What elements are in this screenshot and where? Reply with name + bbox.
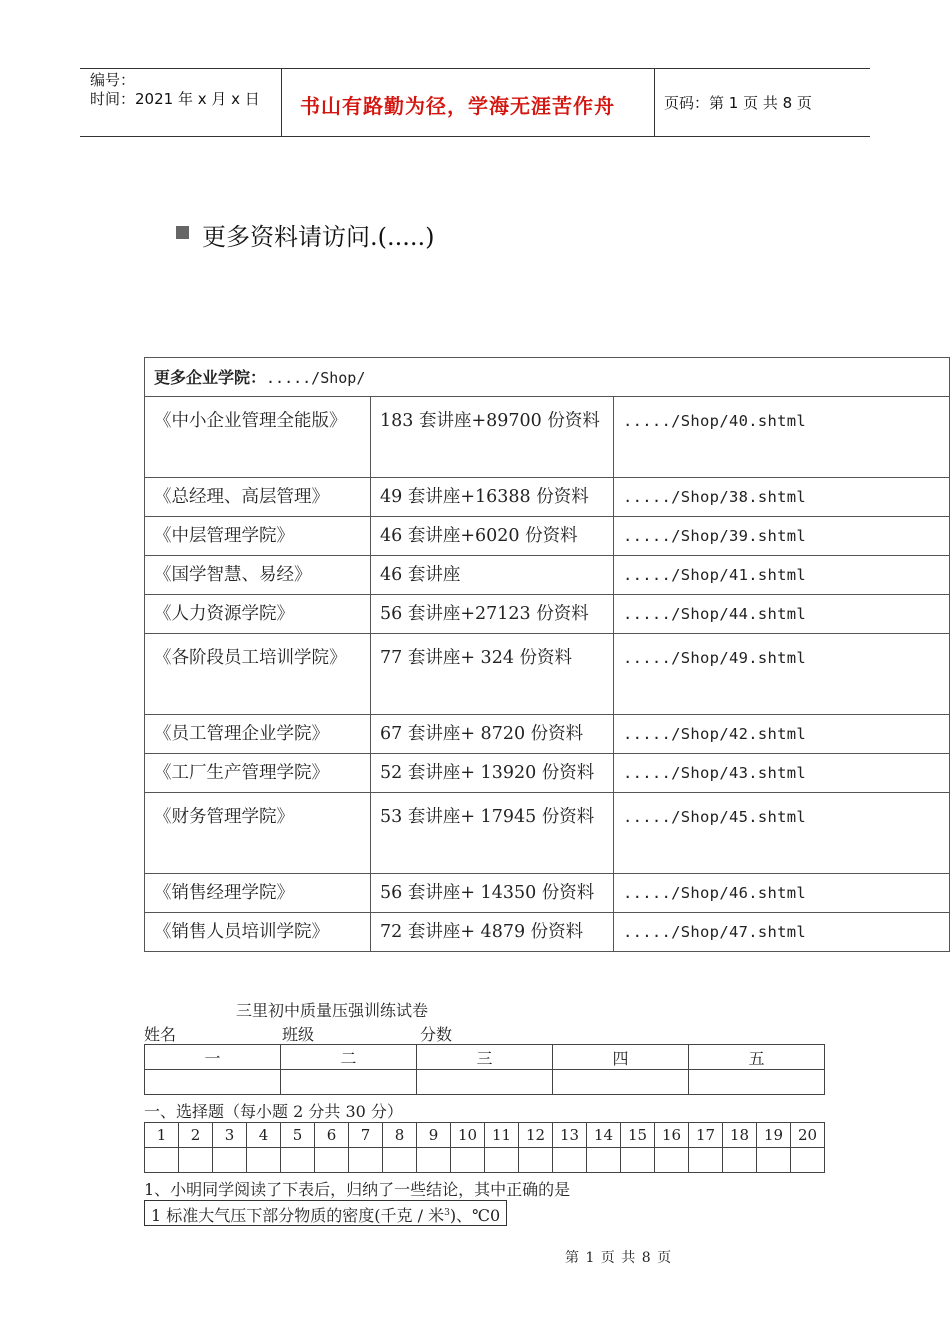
table-row (145, 595, 950, 634)
page-footer: 第 1 页 共 8 页 (565, 1250, 673, 1266)
course-url[interactable]: ...../Shop/42.shtml (614, 715, 950, 754)
course-content: 52 套讲座+ 13920 份资料 (371, 754, 614, 793)
course-name: 《销售人员培训学院》 (145, 913, 371, 952)
answer-cell[interactable] (689, 1148, 723, 1173)
course-url[interactable]: ...../Shop/43.shtml (614, 754, 950, 793)
course-content: 46 套讲座 (371, 556, 614, 595)
question-number: 17 (689, 1123, 723, 1148)
course-table-heading-row (145, 358, 950, 397)
table-row (145, 1123, 825, 1148)
section-score-table (144, 1044, 825, 1095)
header-bottom-border (80, 136, 870, 137)
section-header: 三 (417, 1045, 553, 1070)
answer-cell[interactable] (179, 1148, 213, 1173)
table-row (145, 517, 950, 556)
answer-cell[interactable] (451, 1148, 485, 1173)
question-number: 13 (553, 1123, 587, 1148)
answer-cell[interactable] (145, 1148, 179, 1173)
course-content: 72 套讲座+ 4879 份资料 (371, 913, 614, 952)
question-number: 1 (145, 1123, 179, 1148)
table-row (145, 913, 950, 952)
score-cell[interactable] (553, 1070, 689, 1095)
section-header: 五 (689, 1045, 825, 1070)
class-field[interactable] (314, 1027, 420, 1045)
course-name: 《工厂生产管理学院》 (145, 754, 371, 793)
course-content: 67 套讲座+ 8720 份资料 (371, 715, 614, 754)
answer-cell[interactable] (349, 1148, 383, 1173)
question-number: 14 (587, 1123, 621, 1148)
score-cell[interactable] (689, 1070, 825, 1095)
header-top-border (80, 68, 870, 69)
course-name: 《员工管理企业学院》 (145, 715, 371, 754)
question-number: 16 (655, 1123, 689, 1148)
answer-cell[interactable] (757, 1148, 791, 1173)
course-name: 《总经理、高层管理》 (145, 478, 371, 517)
course-url[interactable]: ...../Shop/46.shtml (614, 874, 950, 913)
question-number: 3 (213, 1123, 247, 1148)
table-row (145, 634, 950, 715)
course-content: 53 套讲座+ 17945 份资料 (371, 793, 614, 874)
question-number: 12 (519, 1123, 553, 1148)
answer-cell[interactable] (281, 1148, 315, 1173)
header-divider-right (654, 68, 655, 137)
section-header: 四 (553, 1045, 689, 1070)
question-number: 18 (723, 1123, 757, 1148)
answer-table (144, 1122, 825, 1173)
section-header: 一 (145, 1045, 281, 1070)
answer-cell[interactable] (417, 1148, 451, 1173)
header-motto: 书山有路勤为径，学海无涯苦作舟 (300, 94, 615, 118)
question-number: 15 (621, 1123, 655, 1148)
name-label: 姓名 (144, 1025, 177, 1044)
heading-url: ...../Shop/ (266, 369, 366, 387)
table-row (145, 397, 950, 478)
course-name: 《中层管理学院》 (145, 517, 371, 556)
table-row (145, 1045, 825, 1070)
course-name: 《中小企业管理全能版》 (145, 397, 371, 478)
student-info-row (144, 1022, 568, 1045)
section-header: 二 (281, 1045, 417, 1070)
course-url[interactable]: ...../Shop/40.shtml (614, 397, 950, 478)
question-number: 7 (349, 1123, 383, 1148)
question-number: 8 (383, 1123, 417, 1148)
table-row (145, 874, 950, 913)
score-cell[interactable] (417, 1070, 553, 1095)
table-row (145, 715, 950, 754)
header-date-label: 时间：2021 年 x 月 x 日 (90, 90, 260, 108)
intro-more-info-text: 更多资料请访问.(.....) (202, 223, 435, 251)
course-content: 46 套讲座+6020 份资料 (371, 517, 614, 556)
question-number: 5 (281, 1123, 315, 1148)
question-number: 19 (757, 1123, 791, 1148)
table-row (145, 754, 950, 793)
header-serial-label: 编号： (90, 71, 136, 89)
question-number: 6 (315, 1123, 349, 1148)
answer-cell[interactable] (213, 1148, 247, 1173)
answer-cell[interactable] (485, 1148, 519, 1173)
course-name: 《各阶段员工培训学院》 (145, 634, 371, 715)
course-content: 183 套讲座+89700 份资料 (371, 397, 614, 478)
density-superscript: 3 (444, 1208, 450, 1218)
course-url[interactable]: ...../Shop/39.shtml (614, 517, 950, 556)
question-1-text: 1、小明同学阅读了下表后，归纳了一些结论，其中正确的是 (144, 1180, 571, 1199)
course-content: 56 套讲座+ 14350 份资料 (371, 874, 614, 913)
choice-section-title: 一、选择题（每小题 2 分共 30 分） (144, 1102, 403, 1121)
answer-cell[interactable] (383, 1148, 417, 1173)
score-cell[interactable] (145, 1070, 281, 1095)
course-url[interactable]: ...../Shop/41.shtml (614, 556, 950, 595)
header-page-info: 页码：第 1 页 共 8 页 (664, 94, 812, 112)
density-label: 1 标准大气压下部分物质的密度(千克 / 米 (151, 1206, 445, 1225)
course-content: 56 套讲座+27123 份资料 (371, 595, 614, 634)
heading-label: 更多企业学院： (154, 368, 267, 387)
question-number: 9 (417, 1123, 451, 1148)
course-url[interactable]: ...../Shop/47.shtml (614, 913, 950, 952)
course-url[interactable]: ...../Shop/49.shtml (614, 634, 950, 715)
answer-cell[interactable] (621, 1148, 655, 1173)
question-number: 2 (179, 1123, 213, 1148)
score-label: 分数 (420, 1025, 453, 1044)
course-name: 《财务管理学院》 (145, 793, 371, 874)
table-row (145, 556, 950, 595)
answer-cell[interactable] (791, 1148, 825, 1173)
question-number: 20 (791, 1123, 825, 1148)
course-url[interactable]: ...../Shop/44.shtml (614, 595, 950, 634)
table-row (145, 793, 950, 874)
course-url[interactable]: ...../Shop/38.shtml (614, 478, 950, 517)
course-name: 《国学智慧、易经》 (145, 556, 371, 595)
answer-cell[interactable] (519, 1148, 553, 1173)
question-number: 10 (451, 1123, 485, 1148)
class-label: 班级 (282, 1025, 315, 1044)
question-number: 11 (485, 1123, 519, 1148)
answer-cell[interactable] (315, 1148, 349, 1173)
course-name: 《人力资源学院》 (145, 595, 371, 634)
density-suffix: )、℃0 (449, 1206, 501, 1225)
answer-cell[interactable] (655, 1148, 689, 1173)
header-divider-left (281, 68, 282, 137)
course-table (144, 357, 950, 952)
density-table-caption (144, 1200, 507, 1226)
course-content: 49 套讲座+16388 份资料 (371, 478, 614, 517)
table-row (145, 1148, 825, 1173)
exam-title: 三里初中质量压强训练试卷 (236, 1001, 429, 1020)
course-name: 《销售经理学院》 (145, 874, 371, 913)
table-row (145, 478, 950, 517)
question-number: 4 (247, 1123, 281, 1148)
answer-cell[interactable] (553, 1148, 587, 1173)
answer-cell[interactable] (723, 1148, 757, 1173)
bullet-square-icon (176, 226, 189, 239)
score-field[interactable] (452, 1027, 568, 1045)
score-cell[interactable] (281, 1070, 417, 1095)
course-url[interactable]: ...../Shop/45.shtml (614, 793, 950, 874)
answer-cell[interactable] (247, 1148, 281, 1173)
course-content: 77 套讲座+ 324 份资料 (371, 634, 614, 715)
course-table-heading (145, 358, 950, 397)
name-field[interactable] (176, 1027, 282, 1045)
answer-cell[interactable] (587, 1148, 621, 1173)
table-row (145, 1070, 825, 1095)
